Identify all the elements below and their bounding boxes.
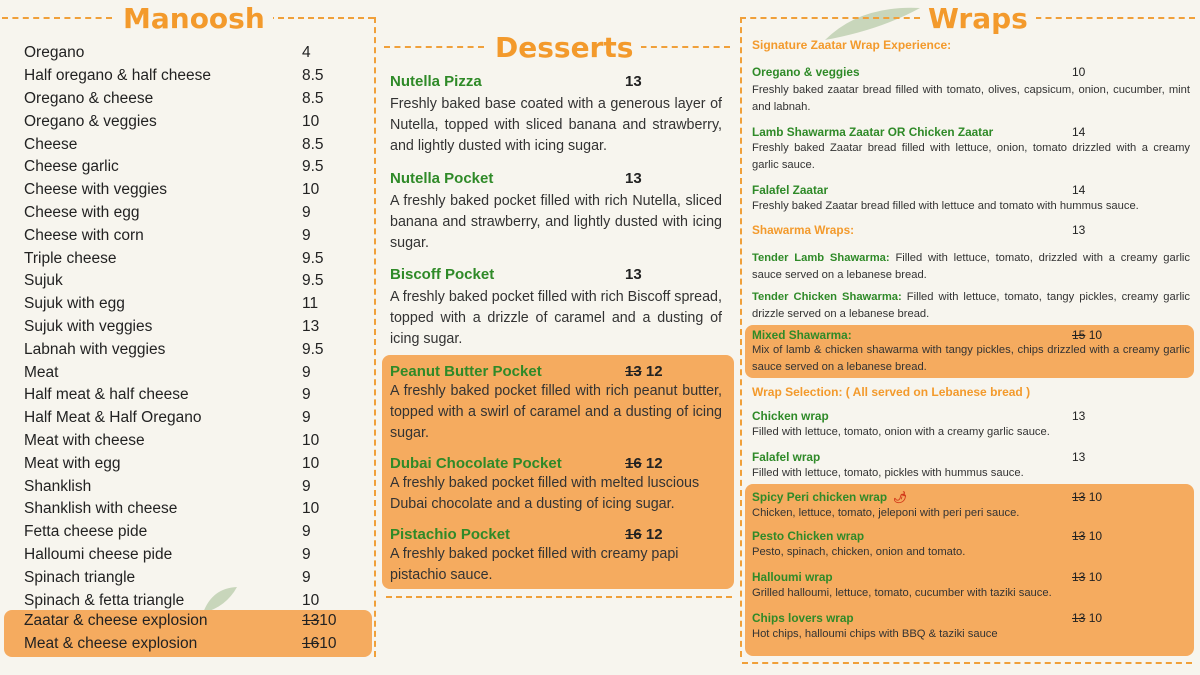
subsection-heading [752, 223, 1190, 237]
item-price: 8.5 [302, 89, 324, 107]
old-price: 16 [625, 455, 642, 472]
item-price: 10 [1088, 529, 1103, 543]
item-price: 9 [302, 386, 311, 404]
item-name: Sujuk with veggies [24, 317, 153, 335]
section-title-manoosh: Manoosh [115, 2, 273, 35]
menu-item [24, 407, 354, 430]
old-price: 13 [1072, 611, 1086, 625]
item-name: Labnah with veggies [24, 340, 166, 358]
divider [742, 662, 1192, 664]
item-price: 8.5 [302, 135, 324, 153]
item-name: Sujuk [24, 272, 63, 290]
menu-item [24, 452, 354, 475]
old-price: 15 [1072, 328, 1086, 342]
menu-item [24, 179, 354, 202]
menu-item [24, 247, 354, 270]
menu-item [24, 293, 354, 316]
item-price: 10 [319, 612, 337, 630]
item-name: Tender Lamb Shawarma: [752, 252, 890, 264]
item-name: Cheese with veggies [24, 181, 168, 199]
menu-item [24, 65, 354, 88]
menu-item [24, 316, 354, 339]
menu-item [24, 430, 354, 453]
item-name: Lamb Shawarma Zaatar OR Chicken Zaatar [752, 125, 994, 139]
item-price: 12 [645, 363, 663, 380]
item-description: Freshly baked Zaatar bread filled with lettuce, onion, tomato drizzled with a creamy garlic sauce. [752, 142, 1190, 171]
manoosh-specials [24, 610, 354, 656]
item-price: 9 [302, 568, 311, 586]
menu-item [24, 589, 354, 612]
item-name: Meat [24, 363, 59, 381]
item-description: A freshly baked pocket filled with creamy papi pistachio sauce. [390, 546, 679, 583]
menu-item [24, 566, 354, 589]
item-description: A freshly baked pocket filled with rich Biscoff spread, topped with a drizzle of caramel and a dusting of icing sugar. [390, 289, 722, 347]
item-name: Chicken wrap [752, 409, 829, 423]
item-name: Meat with egg [24, 454, 121, 472]
menu-item [24, 224, 354, 247]
old-price: 13 [1072, 570, 1086, 584]
wrap-item-special [752, 490, 1190, 522]
item-price: 9 [302, 409, 311, 427]
subsection-heading: Signature Zaatar Wrap Experience: [752, 38, 952, 52]
item-price: 10 [1072, 65, 1086, 79]
item-price: 10 [302, 181, 320, 199]
menu-item [24, 156, 354, 179]
menu-item [24, 521, 354, 544]
item-name: Zaatar & cheese explosion [24, 612, 208, 630]
item-description: Filled with lettuce, tomato, onion with a creamy garlic sauce. [752, 426, 1050, 438]
dessert-item [390, 73, 722, 156]
item-name: Half Meat & Half Oregano [24, 409, 202, 427]
dessert-item-special [390, 526, 722, 586]
item-name: Dubai Chocolate Pocket [390, 455, 562, 472]
old-price: 13 [625, 363, 642, 380]
item-description: Freshly baked Zaatar bread filled with lettuce and tomato with hummus sauce. [752, 200, 1139, 212]
item-price: 13 [1072, 409, 1086, 423]
chili-icon: 🌶 [893, 492, 908, 504]
item-name: Spinach & fetta triangle [24, 591, 185, 609]
item-name: Cheese with egg [24, 203, 140, 221]
item-name: Cheese garlic [24, 158, 119, 176]
old-price: 16 [625, 526, 642, 543]
item-price: 8.5 [302, 67, 324, 85]
item-name: Nutella Pocket [390, 170, 494, 187]
item-name: Halloumi wrap [752, 570, 833, 584]
subsection-heading: Wrap Selection: ( All served on Lebanese bread ) [752, 385, 1031, 399]
menu-item [24, 475, 354, 498]
item-name: Sujuk with egg [24, 295, 125, 313]
dessert-item-special [390, 363, 722, 443]
item-name: Shanklish [24, 477, 92, 495]
item-name: Tender Chicken Shawarma: [752, 291, 902, 303]
item-price: 9 [302, 477, 311, 495]
item-price: 9.5 [302, 158, 324, 176]
item-description: Hot chips, halloumi chips with BBQ & taziki sauce [752, 628, 998, 640]
menu-item [24, 361, 354, 384]
item-name: Spinach triangle [24, 568, 136, 586]
menu-item [24, 338, 354, 361]
menu-item [24, 498, 354, 521]
item-description: A freshly baked pocket filled with melted luscious Dubai chocolate and a dusting of icing sugar. [390, 475, 700, 512]
divider [386, 596, 732, 598]
item-price: 13 [625, 266, 642, 283]
item-price: 13 [1072, 450, 1086, 464]
item-price: 9 [302, 203, 311, 221]
item-name: Meat with cheese [24, 431, 145, 449]
item-price: 13 [625, 170, 642, 187]
item-price: 9.5 [302, 340, 324, 358]
item-name: Pistachio Pocket [390, 526, 511, 543]
menu-item-special [24, 610, 354, 633]
item-name: Spicy Peri chicken wrap [752, 490, 888, 504]
menu-item-special [24, 633, 354, 656]
dessert-item-special [390, 455, 722, 515]
wrap-item [752, 450, 1190, 482]
menu-item [24, 384, 354, 407]
old-price: 13 [302, 612, 320, 630]
item-name: Oregano & cheese [24, 89, 154, 107]
item-description: Filled with lettuce, tomato, pickles with hummus sauce. [752, 467, 1024, 479]
item-price: 10 [302, 500, 320, 518]
menu-item [24, 42, 354, 65]
menu-item [24, 110, 354, 133]
item-price: 10 [1088, 611, 1103, 625]
item-name: Biscoff Pocket [390, 266, 495, 283]
item-description: Freshly baked zaatar bread filled with tomato, olives, capsicum, onion, cucumber, mint and labnah. [752, 84, 1190, 113]
dessert-item [390, 266, 722, 349]
item-price: 14 [1072, 125, 1086, 139]
item-price: 9 [302, 226, 311, 244]
divider [630, 46, 730, 48]
menu-item [24, 202, 354, 225]
item-name: Shanklish with cheese [24, 500, 178, 518]
section-title-wraps: Wraps [920, 2, 1036, 35]
item-price: 10 [1088, 570, 1103, 584]
wrap-item-special [752, 529, 1190, 561]
wrap-item-special [752, 611, 1190, 643]
shawarma-heading: Shawarma Wraps: [752, 223, 855, 237]
wrap-item [752, 250, 1190, 284]
item-description: Pesto, spinach, chicken, onion and tomato. [752, 546, 966, 558]
item-name: Nutella Pizza [390, 73, 482, 90]
divider [740, 17, 742, 657]
item-description: Filled with lettuce, tomato, tangy pickles, creamy garlic drizzle served on a lebanese bread. [752, 291, 1191, 320]
divider [268, 17, 374, 19]
item-price: 10 [319, 635, 337, 653]
wrap-item [752, 125, 1190, 174]
dessert-item [390, 170, 722, 253]
item-description: A freshly baked pocket filled with rich Nutella, sliced banana and strawberry, and lightly dusted with icing sugar. [390, 193, 722, 251]
divider [1025, 17, 1195, 19]
item-price: 9.5 [302, 249, 324, 267]
item-name: Oregano [24, 44, 85, 62]
item-price: 12 [645, 455, 663, 472]
wrap-item-special [752, 570, 1190, 602]
menu-item [24, 270, 354, 293]
wrap-item [752, 409, 1190, 441]
item-price: 11 [302, 295, 319, 313]
item-price: 13 [302, 317, 320, 335]
item-price: 10 [1088, 490, 1103, 504]
item-description: Mix of lamb & chicken shawarma with tangy pickles, chips drizzled with a creamy garlic sauce served on a lebanese bread. [752, 344, 1190, 373]
item-price: 4 [302, 44, 311, 62]
item-name: Cheese with corn [24, 226, 144, 244]
item-price: 10 [302, 112, 320, 130]
item-description: Filled with lettuce, tomato, drizzled with a creamy garlic sauce served on a lebanese bread. [752, 252, 1191, 281]
item-price: 10 [302, 454, 320, 472]
item-name: Halloumi cheese pide [24, 545, 173, 563]
wrap-item [752, 65, 1190, 116]
item-price: 9.5 [302, 272, 324, 290]
old-price: 13 [1072, 490, 1086, 504]
item-description: A freshly baked pocket filled with rich peanut butter, topped with a swirl of caramel and a dusting of icing sugar. [390, 383, 722, 441]
item-name: Chips lovers wrap [752, 611, 854, 625]
wrap-item-special [752, 328, 1190, 376]
item-name: Meat & cheese explosion [24, 635, 198, 653]
menu-item [24, 544, 354, 567]
item-price: 10 [302, 591, 320, 609]
item-price: 14 [1072, 183, 1086, 197]
divider [740, 17, 920, 19]
menu-item [24, 133, 354, 156]
item-price: 13 [625, 73, 642, 90]
item-name: Half meat & half cheese [24, 386, 189, 404]
old-price: 16 [302, 635, 320, 653]
item-price: 9 [302, 545, 311, 563]
item-name: Pesto Chicken wrap [752, 529, 865, 543]
item-price: 12 [645, 526, 663, 543]
item-price: 9 [302, 363, 311, 381]
item-name: Triple cheese [24, 249, 117, 267]
item-name: Falafel Zaatar [752, 183, 829, 197]
item-name: Peanut Butter Pocket [390, 363, 542, 380]
manoosh-list [24, 42, 354, 612]
wrap-item [752, 183, 1190, 215]
item-name: Cheese [24, 135, 78, 153]
divider [2, 17, 112, 19]
item-description: Freshly baked base coated with a generous layer of Nutella, topped with sliced banana and strawberry, and lightly dusted with icing sugar. [390, 96, 722, 154]
item-description: Chicken, lettuce, tomato, jeleponi with peri peri sauce. [752, 507, 1020, 519]
divider [374, 17, 376, 657]
item-price: 9 [302, 523, 311, 541]
item-name: Fetta cheese pide [24, 523, 148, 541]
section-title-desserts: Desserts [487, 31, 641, 64]
item-price: 10 [302, 431, 320, 449]
item-price: 10 [1088, 328, 1103, 342]
wrap-item [752, 289, 1190, 323]
item-price: 13 [1072, 223, 1086, 237]
item-name: Oregano & veggies [24, 112, 157, 130]
item-name: Falafel wrap [752, 450, 821, 464]
item-name: Oregano & veggies [752, 65, 860, 79]
item-name: Half oregano & half cheese [24, 67, 211, 85]
item-description: Grilled halloumi, lettuce, tomato, cucumber with taziki sauce. [752, 587, 1052, 599]
item-name: Mixed Shawarma: [752, 328, 852, 342]
old-price: 13 [1072, 529, 1086, 543]
divider [384, 46, 484, 48]
menu-item [24, 88, 354, 111]
